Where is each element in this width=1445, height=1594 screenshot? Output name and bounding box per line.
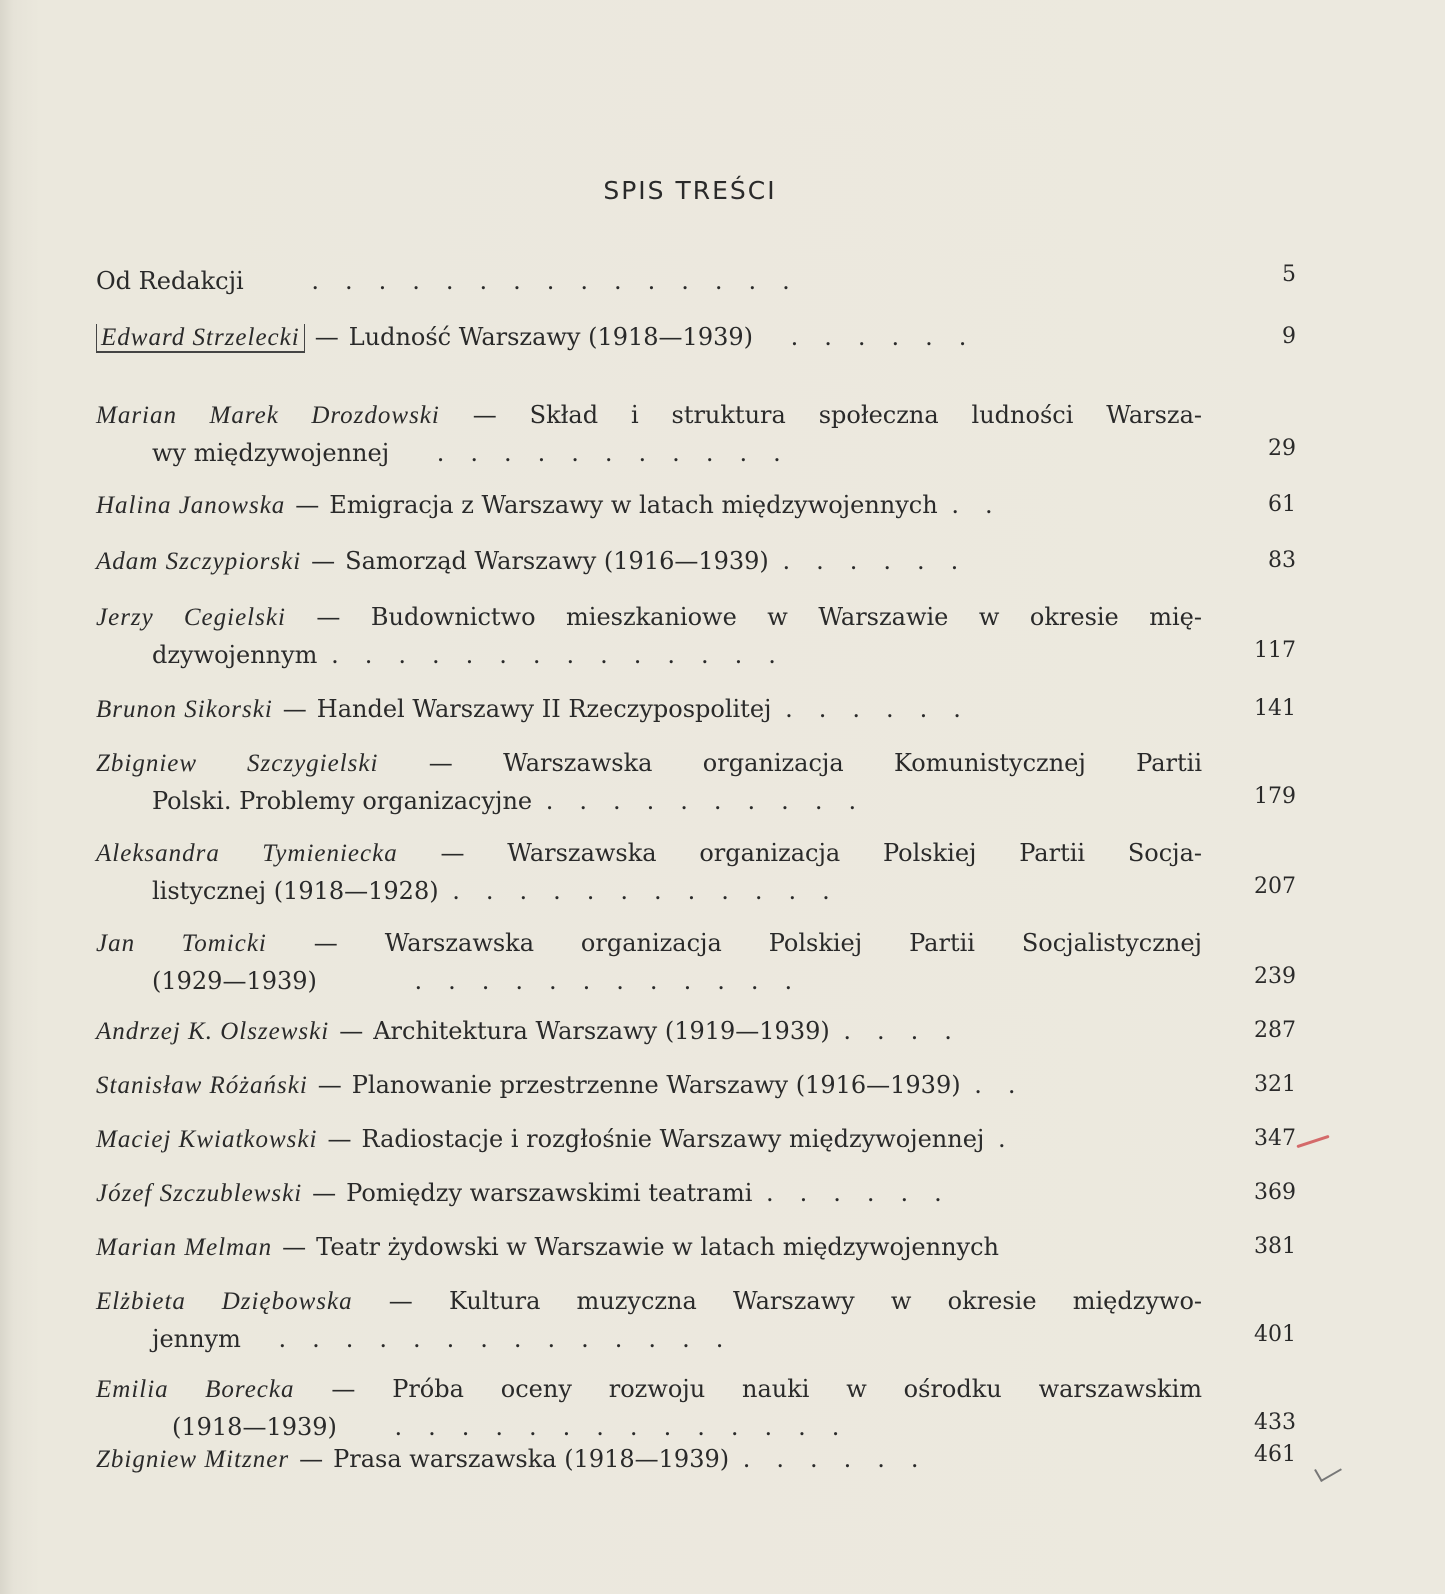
toc-entry	[96, 262, 1296, 300]
entry-title: Kultura muzyczna Warszawy w okresie międzywo-	[448, 1287, 1203, 1315]
toc-entry: Stanisław Różański — Planowanie przestrzenne Warszawy (1916—1939) .. 321	[96, 1066, 1296, 1104]
leader-dots: ..	[974, 1071, 1042, 1099]
entry-title: Ludność Warszawy (1918—1939)	[348, 323, 753, 351]
entry-title-cont: (1929—1939)	[152, 967, 317, 995]
toc-entry: Maciej Kwiatkowski — Radiostacje i rozgłośnie Warszawy międzywojennej . 347	[96, 1120, 1296, 1158]
entry-author: Halina Janowska	[96, 492, 286, 519]
leader-dots: ...........	[436, 439, 807, 467]
leader-dots: ......	[790, 323, 993, 351]
entry-author: Elżbieta Dziębowska	[96, 1288, 353, 1315]
toc-entry: Brunon Sikorski — Handel Warszawy II Rzeczypospolitej ...... 141	[96, 690, 1296, 728]
entry-title-cont: Polski. Problemy organizacyjne	[152, 787, 533, 815]
entry-title: Handel Warszawy II Rzeczypospolitej	[316, 695, 772, 723]
toc-entry: Zbigniew Szczygielski — Warszawska organizacja Komunistycznej Partii Polski. Problemy organizacyjne .......... 179	[96, 744, 1296, 820]
entry-title: Planowanie przestrzenne Warszawy (1916—1939)	[351, 1071, 961, 1099]
entry-title: Samorząd Warszawy (1916—1939)	[345, 547, 769, 575]
leader-dots: ......	[766, 1179, 968, 1207]
entry-title: Skład i struktura społeczna ludności Warsza-	[529, 401, 1202, 429]
page-number: 321	[1254, 1072, 1296, 1097]
toc-entry: Adam Szczypiorski — Samorząd Warszawy (1916—1939) ...... 83	[96, 542, 1296, 580]
entry-title: Warszawska organizacja Komunistycznej Partii	[503, 749, 1202, 777]
entry-title-cont: listycznej (1918—1928)	[152, 877, 439, 905]
entry-title: Prasa warszawska (1918—1939)	[333, 1445, 730, 1473]
entry-author: Edward Strzelecki	[96, 324, 305, 353]
entry-author: Marian Melman	[96, 1234, 273, 1261]
entry-author: Andrzej K. Olszewski	[96, 1018, 330, 1045]
page-number: 461	[1254, 1442, 1296, 1467]
entry-author: Stanisław Różański	[96, 1072, 308, 1099]
entry-title: Próba oceny rozwoju nauki w ośrodku warszawskim	[392, 1375, 1203, 1403]
entry-author: Maciej Kwiatkowski	[96, 1126, 318, 1153]
leader-dots: ......	[742, 1445, 945, 1473]
toc-entry: Halina Janowska — Emigracja z Warszawy w latach międzywojennych .. 61	[96, 486, 1296, 524]
entry-title: Budownictwo mieszkaniowe w Warszawie w okresie mię-	[370, 603, 1202, 631]
entry-title: Architektura Warszawy (1919—1939)	[373, 1017, 830, 1045]
toc-entry: Emilia Borecka — Próba oceny rozwoju nauki w ośrodku warszawskim (1918—1939) .............. 433	[96, 1370, 1296, 1446]
page-number: 9	[1282, 324, 1296, 349]
toc-entry: Aleksandra Tymieniecka — Warszawska organizacja Polskiej Partii Socja- listycznej (1918—1928) ............ 207	[96, 834, 1296, 910]
toc-entry: Jerzy Cegielski — Budownictwo mieszkaniowe w Warszawie w okresie mię- dzywojennym .............. 117	[96, 598, 1296, 674]
leader-dots: ..............	[331, 641, 802, 669]
toc-entry: Elżbieta Dziębowska — Kultura muzyczna Warszawy w okresie międzywo- jennym .............. 401	[96, 1282, 1296, 1358]
entry-author: Jan Tomicki	[96, 930, 267, 957]
page-number: 381	[1254, 1234, 1296, 1259]
entry-title-cont: wy międzywojennej	[152, 439, 390, 467]
entry-author: Adam Szczypiorski	[96, 548, 302, 575]
page-number: 5	[1282, 262, 1296, 287]
toc-entry: Edward Strzelecki — Ludność Warszawy (1918—1939) ...... 9	[96, 318, 1296, 356]
page-number: 369	[1254, 1180, 1296, 1205]
entry-author: Aleksandra Tymieniecka	[96, 840, 398, 867]
entry-title-cont: jennym	[152, 1325, 241, 1353]
leader-dots: ......	[785, 695, 987, 723]
entry-title: Teatr żydowski w Warszawie w latach międzywojennych	[316, 1233, 999, 1261]
page-number: 401	[1254, 1322, 1296, 1347]
entry-title: Pomiędzy warszawskimi teatrami	[346, 1179, 753, 1207]
entry-author: Brunon Sikorski	[96, 696, 273, 723]
leader-dots: ..............	[394, 1413, 866, 1441]
page-number: 347	[1254, 1126, 1296, 1151]
entry-author: Józef Szczublewski	[96, 1180, 303, 1207]
entry-title: Radiostacje i rozgłośnie Warszawy międzywojennej	[361, 1125, 985, 1153]
leader-dots: ............	[414, 967, 819, 995]
leader-dots: .	[998, 1125, 1032, 1153]
leader-dots: ..	[951, 491, 1019, 519]
entry-author: Zbigniew Mitzner	[96, 1446, 290, 1473]
entry-author: Zbigniew Szczygielski	[96, 750, 379, 777]
entry-author: Jerzy Cegielski	[96, 604, 286, 631]
page-number: 179	[1254, 784, 1296, 809]
leader-dots: ...............	[311, 267, 816, 295]
page-number: 141	[1254, 696, 1296, 721]
red-pen-mark	[1296, 1135, 1329, 1148]
page-number: 207	[1254, 874, 1296, 899]
toc-entry: Zbigniew Mitzner — Prasa warszawska (1918—1939) ...... 461	[96, 1440, 1296, 1478]
toc-entry: Jan Tomicki — Warszawska organizacja Polskiej Partii Socjalistycznej (1929—1939) ............ 239	[96, 924, 1296, 1000]
entry-title: Warszawska organizacja Polskiej Partii Socjalistycznej	[384, 929, 1202, 957]
leader-dots: ............	[452, 877, 856, 905]
leader-dots: ....	[843, 1017, 978, 1045]
leader-dots: ..........	[545, 787, 883, 815]
page-title: SPIS TREŚCI	[603, 176, 777, 205]
leader-dots: ......	[782, 547, 985, 575]
leader-dots: ..............	[278, 1325, 750, 1353]
page-number: 117	[1254, 638, 1296, 663]
toc-entry: Marian Marek Drozdowski — Skład i struktura społeczna ludności Warsza- wy międzywojennej ........... 29	[96, 396, 1296, 472]
entry-title-cont: (1918—1939)	[172, 1413, 337, 1441]
entry-title: Warszawska organizacja Polskiej Partii Socja-	[507, 839, 1203, 867]
toc-entry: Marian Melman — Teatr żydowski w Warszawie w latach międzywojennych 381	[96, 1228, 1296, 1266]
toc-entry: Józef Szczublewski — Pomiędzy warszawskimi teatrami ...... 369	[96, 1174, 1296, 1212]
toc-entry: Andrzej K. Olszewski — Architektura Warszawy (1919—1939) .... 287	[96, 1012, 1296, 1050]
check-mark-icon	[1314, 1458, 1342, 1482]
entry-author: Marian Marek Drozdowski	[96, 402, 440, 429]
entry-author: Emilia Borecka	[96, 1376, 295, 1403]
entry-title: Emigracja z Warszawy w latach międzywojennych	[329, 491, 938, 519]
page-number: 433	[1254, 1410, 1296, 1435]
page-number: 61	[1268, 492, 1296, 517]
page-number: 239	[1254, 964, 1296, 989]
entry-title-cont: dzywojennym	[152, 641, 318, 669]
page-number: 287	[1254, 1018, 1296, 1043]
entry-title: Od Redakcji	[96, 267, 244, 295]
page-number: 83	[1268, 548, 1296, 573]
page-number: 29	[1268, 436, 1296, 461]
